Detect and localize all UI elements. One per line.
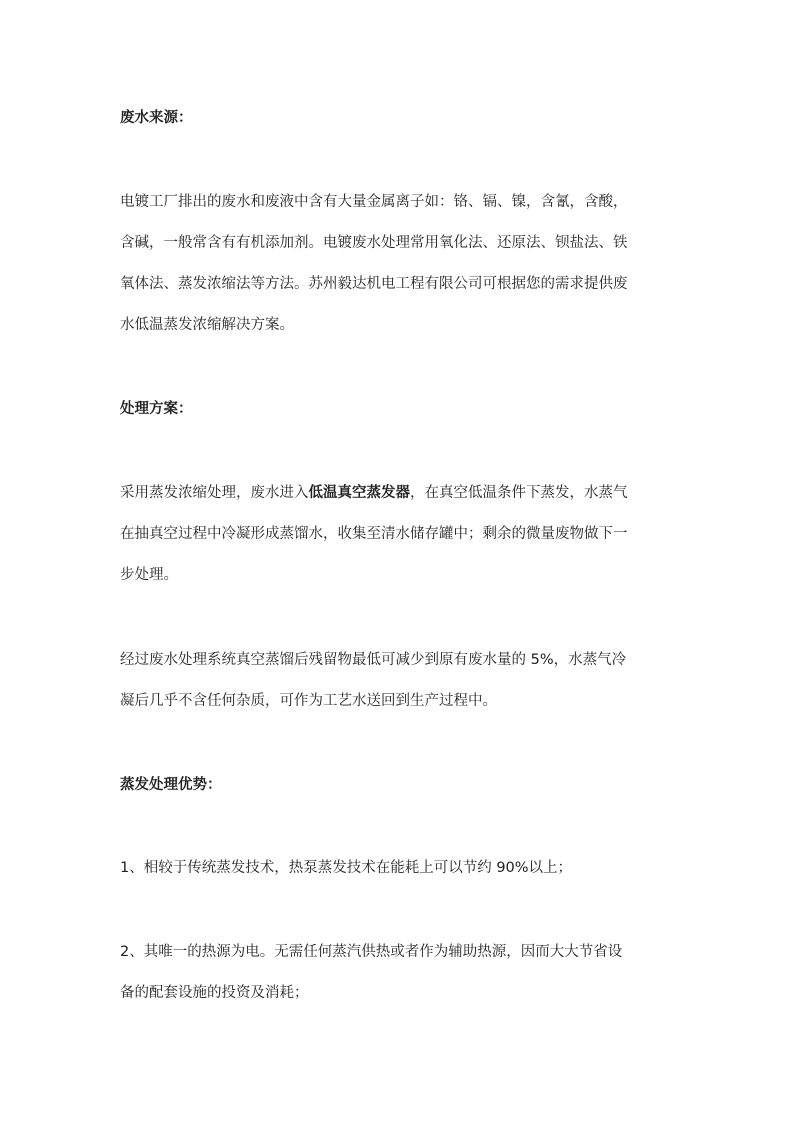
source-line-4: 水低温蒸发浓缩解决方案。 bbox=[120, 317, 294, 333]
source-line-2: 含碱，一般常含有有机添加剂。电镀废水处理常用氧化法、还原法、钡盐法、铁 bbox=[120, 235, 628, 251]
plan-paragraph-2-line-1: 经过废水处理系统真空蒸馏后残留物最低可减少到原有废水量的 5%，水蒸气冷 bbox=[120, 652, 627, 668]
advantage-item-1: 1、相较于传统蒸发技术，热泵蒸发技术在能耗上可以节约 90%以上； bbox=[120, 860, 573, 876]
source-line-3: 氧体法、蒸发浓缩法等方法。苏州毅达机电工程有限公司可根据您的需求提供废 bbox=[120, 276, 628, 292]
advantage-item-2-line-1: 2、其唯一的热源为电。无需任何蒸汽供热或者作为辅助热源，因而大大节省设 bbox=[120, 944, 623, 960]
plan-paragraph-1-line-1 bbox=[120, 483, 680, 503]
plan-text-pre: 采用蒸发浓缩处理，废水进入 bbox=[120, 485, 309, 501]
plan-paragraph-1-line-3: 步处理。 bbox=[120, 567, 178, 583]
advantage-item-2-line-2: 备的配套设施的投资及消耗； bbox=[120, 985, 309, 1001]
heading-treatment-plan: 处理方案： bbox=[120, 401, 193, 417]
source-line-1: 电镀工厂排出的废水和废液中含有大量金属离子如：铬、镉、镍，含氰，含酸， bbox=[120, 194, 628, 210]
plan-text-post: ，在真空低温条件下蒸发，水蒸气 bbox=[410, 485, 628, 501]
plan-paragraph-1-line-2: 在抽真空过程中冷凝形成蒸馏水，收集至清水储存罐中；剩余的微量废物做下一 bbox=[120, 526, 628, 542]
plan-text-emphasis: 低温真空蒸发器 bbox=[308, 485, 410, 501]
heading-wastewater-source: 废水来源： bbox=[120, 110, 193, 126]
plan-paragraph-2-line-2: 凝后几乎不含任何杂质，可作为工艺水送回到生产过程中。 bbox=[120, 693, 497, 709]
heading-evaporation-advantages: 蒸发处理优势： bbox=[120, 777, 222, 793]
